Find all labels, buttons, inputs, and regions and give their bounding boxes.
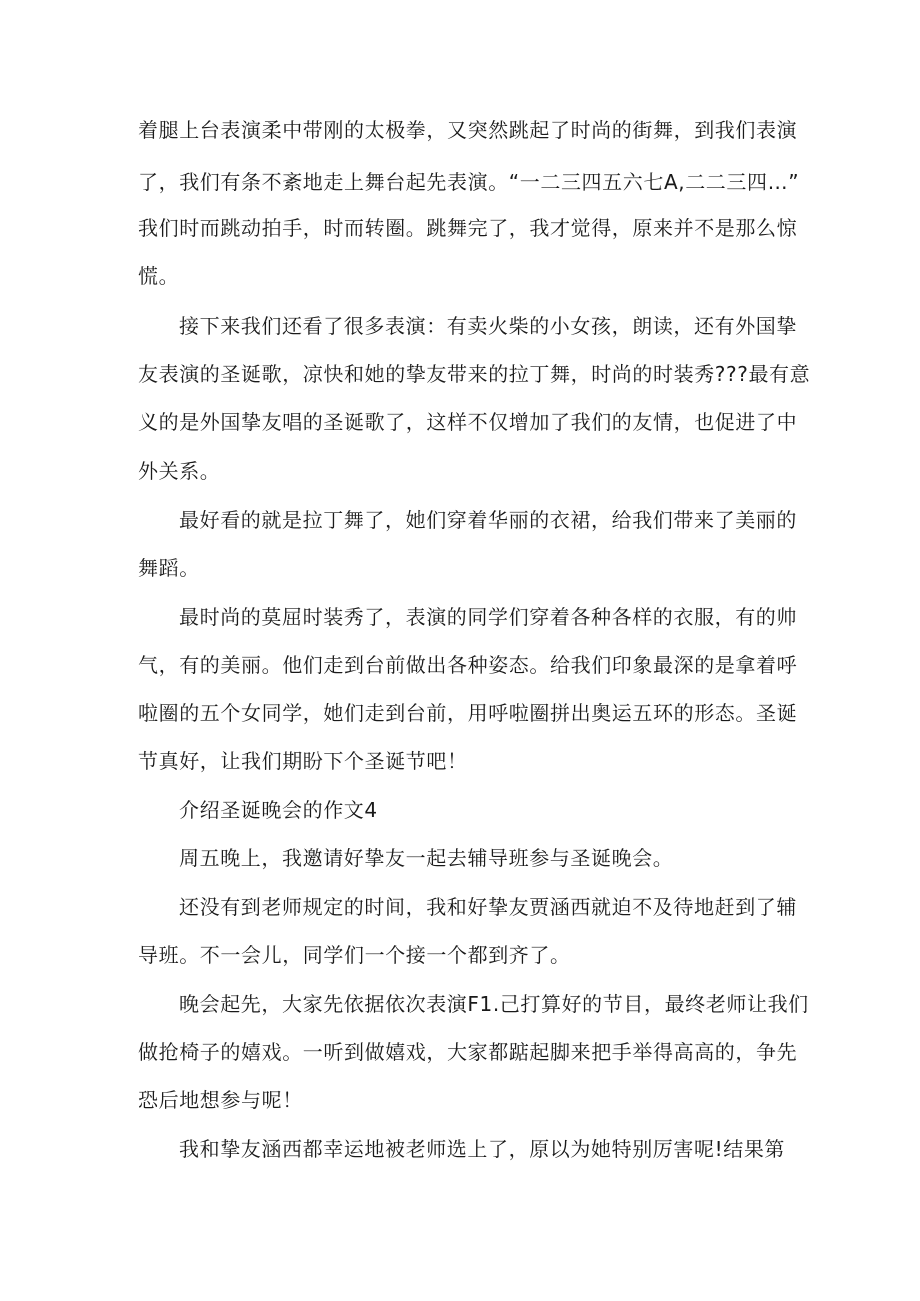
paragraph-line: 最好看的就是拉丁舞了，她们穿着华丽的衣裙，给我们带来了美丽的 [179,508,797,532]
paragraph-line: 舞蹈。 [138,556,200,580]
paragraph-line: 我们时而跳动拍手，时而转圈。跳舞完了，我才觉得，原来并不是那么惊 [138,216,798,240]
paragraph-line: 我和挚友涵西都幸运地被老师选上了，原以为她特别厉害呢!结果第 [179,1137,786,1161]
paragraph-line: 节真好，让我们期盼下个圣诞节吧！ [138,749,468,773]
paragraph-line: 还没有到老师规定的时间，我和好挚友贾涵西就迫不及待地赶到了辅 [179,895,797,919]
paragraph-line: 气，有的美丽。他们走到台前做出各种姿态。给我们印象最深的是拿着呼 [138,653,798,677]
paragraph-line: 了，我们有条不紊地走上舞台起先表演。“一二三四五六七A,二二三四…” [138,170,800,194]
paragraph-line: 义的是外国挚友唱的圣诞歌了，这样不仅增加了我们的友情，也促进了中 [138,410,798,434]
paragraph-line: 晚会起先，大家先依据依次表演F1.己打算好的节目，最终老师让我们 [179,992,809,1016]
paragraph-line: 啦圈的五个女同学，她们走到台前，用呼啦圈拼出奥运五环的形态。圣诞 [138,701,798,725]
paragraph-line: 着腿上台表演柔中带刚的太极拳，又突然跳起了时尚的街舞，到我们表演 [138,118,798,142]
paragraph-line: 最时尚的莫屈时装秀了，表演的同学们穿着各种各样的衣服，有的帅 [179,605,797,629]
paragraph-line: 导班。不一会儿，同学们一个接一个都到齐了。 [138,943,571,967]
section-heading: 介绍圣诞晚会的作文4 [179,798,378,822]
paragraph-line: 恐后地想参与呢！ [138,1088,303,1112]
paragraph-line: 慌。 [138,264,180,288]
paragraph-line: 友表演的圣诞歌，凉快和她的挚友带来的拉丁舞，时尚的时装秀???最有意 [138,362,811,386]
paragraph-line: 外关系。 [138,459,221,483]
paragraph-line: 接下来我们还看了很多表演：有卖火柴的小女孩，朗读，还有外国挚 [179,314,797,338]
paragraph-line: 做抢椅子的嬉戏。一听到做嬉戏，大家都踮起脚来把手举得高高的，争先 [138,1040,798,1064]
paragraph-line: 周五晚上，我邀请好挚友一起去辅导班参与圣诞晚会。 [179,846,674,870]
